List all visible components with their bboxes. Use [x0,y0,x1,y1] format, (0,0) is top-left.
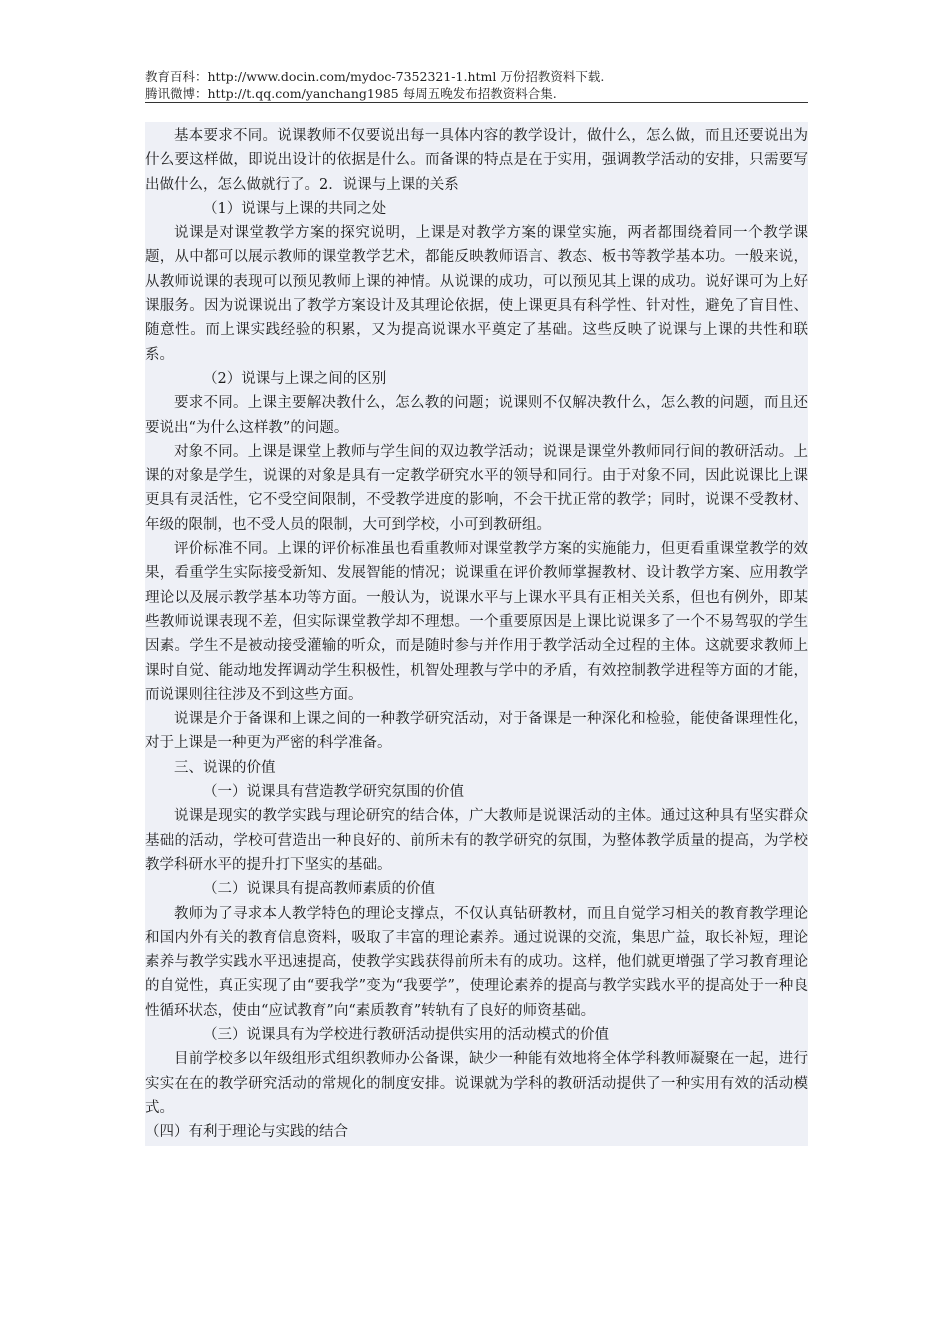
subheading: （三）说课具有为学校进行教研活动提供实用的活动模式的价值 [203,1026,609,1043]
header-line-docin: 教育百科：http://www.docin.com/mydoc-7352321-1.html 万份招教资料下载. [145,69,605,84]
paragraph: 说课是对课堂教学方案的探究说明，上课是对教学方案的课堂实施，两者都围绕着同一个教学课题，从中都可以展示教师的课堂教学艺术，都能反映教师语言、教态、板书等教学基本功。一般来说，从教师说课的表现可以预见教师上课的神情。从说课的成功，可以预见其上课的成功。说好课可为上好课服务。因为说课说出了教学方案设计及其理论依据，使上课更具有科学性、针对性，避免了盲目性、随意性。而上课实践经验的积累，又为提高说课水平奠定了基础。这些反映了说课与上课的共性和联系。 [145,225,808,363]
subheading: （1）说课与上课的共同之处 [203,200,387,217]
paragraph: 教师为了寻求本人教学特色的理论支撑点，不仅认真钻研教材，而且自觉学习相关的教育教学理论和国内外有关的教育信息资料，吸取了丰富的理论素养。通过说课的交流，集思广益，取长补短，理论素养与教学实践水平迅速提高，使教学实践获得前所未有的成功。这样，他们就更增强了学习教育理论的自觉性，真正实现了由“要我学”变为“我要学”，使理论素养的提高与教学实践水平的提高处于一种良性循环状态，使由“应试教育”向“素质教育”转轨有了良好的师资基础。 [145,905,808,1019]
paragraph: 说课是现实的教学实践与理论研究的结合体，广大教师是说课活动的主体。通过这种具有坚实群众基础的活动，学校可营造出一种良好的、前所未有的教学研究的氛围，为整体教学质量的提高，为学校教学科研水平的提升打下坚实的基础。 [145,808,808,873]
paragraph: 说课是介于备课和上课之间的一种教学研究活动，对于备课是一种深化和检验，能使备课理性化，对于上课是一种更为严密的科学准备。 [145,711,808,752]
subheading: （2）说课与上课之间的区别 [203,370,387,387]
header-line-weibo: 腾讯微博：http://t.qq.com/yanchang1985 每周五晚发布招教资料合集. [145,86,557,101]
section-heading: 三、说课的价值 [174,759,276,776]
subheading: （四）有利于理论与实践的结合 [145,1124,348,1141]
paragraph: 评价标准不同。上课的评价标准虽也看重教师对课堂教学方案的实施能力，但更看重课堂教学的效果，看重学生实际接受新知、发展智能的情况；说课重在评价教师掌握教材、设计教学方案、应用教学理论以及展示教学基本功等方面。一般认为，说课水平与上课水平具有正相关关系，但也有例外，即某些教师说课表现不差，但实际课堂教学却不理想。一个重要原因是上课比说课多了一个不易驾驭的学生因素。学生不是被动接受灌输的听众，而是随时参与并作用于教学活动全过程的主体。这就要求教师上课时自觉、能动地发挥调动学生积极性，机智处理教与学中的矛盾，有效控制教学进程等方面的才能，而说课则往往涉及不到这些方面。 [145,541,808,703]
paragraph: 目前学校多以年级组形式组织教师办公备课，缺少一种能有效地将全体学科教师凝聚在一起，进行实实在在的教学研究活动的常规化的制度安排。说课就为学科的教研活动提供了一种实用有效的活动模式。 [145,1051,808,1116]
paragraph: 对象不同。上课是课堂上教师与学生间的双边教学活动；说课是课堂外教师同行间的教研活动。上课的对象是学生，说课的对象是具有一定教学研究水平的领导和同行。由于对象不同，因此说课比上课更具有灵活性，它不受空间限制，不受教学进度的影响，不会干扰正常的教学；同时，说课不受教材、年级的限制，也不受人员的限制，大可到学校，小可到教研组。 [145,443,808,533]
header-divider [145,102,808,103]
subheading: （一）说课具有营造教学研究氛围的价值 [203,784,464,801]
subheading: （二）说课具有提高教师素质的价值 [203,881,435,898]
document-header [145,68,808,102]
paragraph: 基本要求不同。说课教师不仅要说出每一具体内容的教学设计，做什么，怎么做，而且还要说出为什么要这样做，即说出设计的依据是什么。而备课的特点是在于实用，强调教学活动的安排，只需要写出做什么，怎么做就行了。2．说课与上课的关系 [145,128,808,193]
paragraph: 要求不同。上课主要解决教什么，怎么教的问题；说课则不仅解决教什么，怎么教的问题，而且还要说出“为什么这样教”的问题。 [145,395,808,436]
document-body [145,122,808,1146]
